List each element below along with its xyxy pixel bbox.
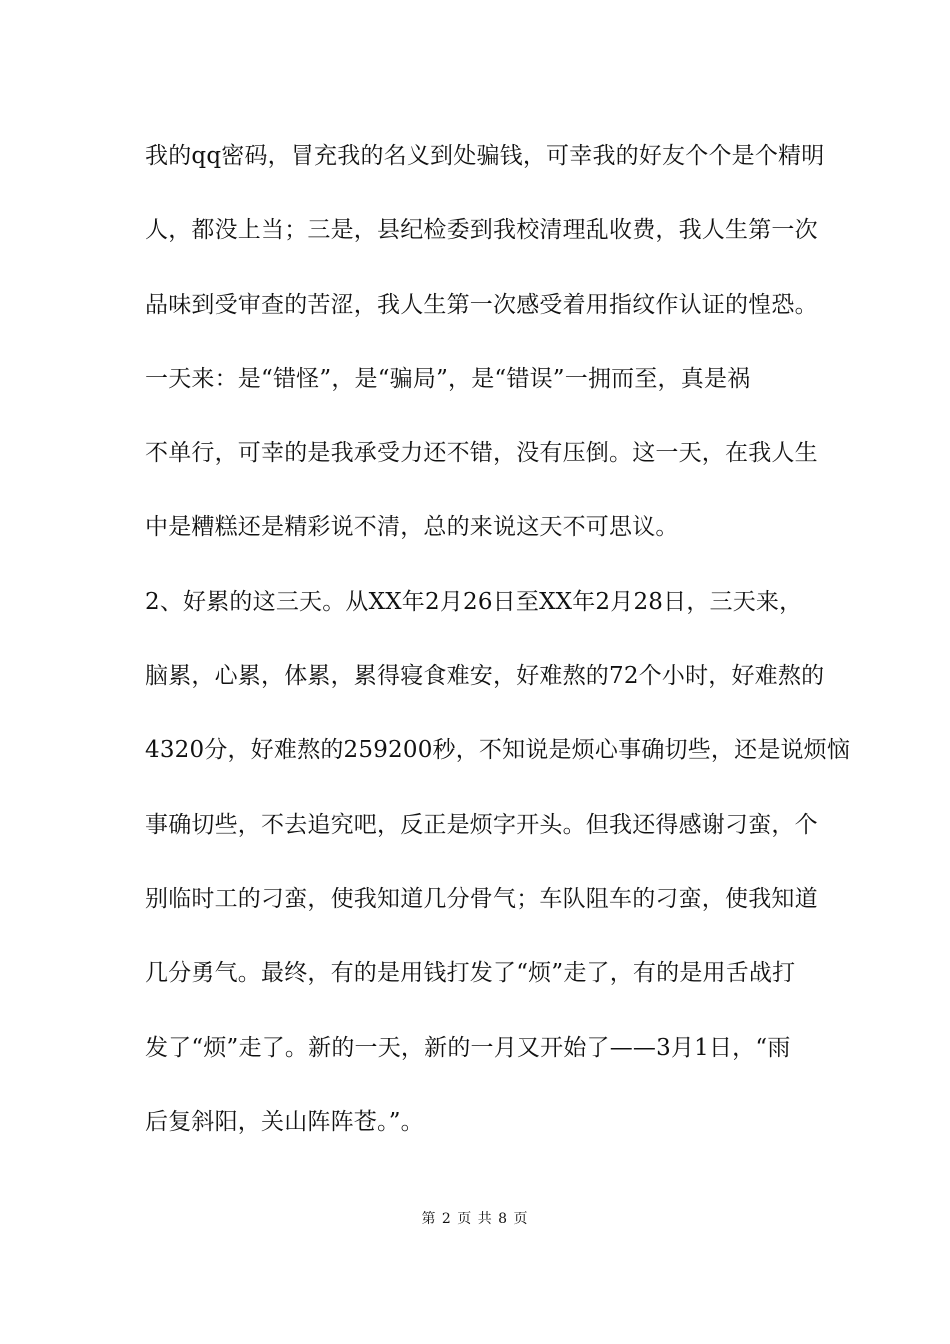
text-line: 不单行，可幸的是我承受力还不错，没有压倒。这一天，在我人生 xyxy=(145,440,818,467)
text-line: 一天来：是“错怪”，是“骗局”，是“错误”一拥而至，真是祸 xyxy=(145,365,751,392)
text-line: 几分勇气。最终，有的是用钱打发了“烦”走了，有的是用舌战打 xyxy=(145,960,796,987)
text-line: 别临时工的刁蛮，使我知道几分骨气；车队阻车的刁蛮，使我知道 xyxy=(145,885,818,912)
body-text xyxy=(145,134,851,1174)
text-line: 脑累，心累，体累，累得寝食难安，好难熬的72个小时，好难熬的 xyxy=(145,663,825,690)
text-line: 品味到受审查的苦涩，我人生第一次感受着用指纹作认证的惶恐。 xyxy=(145,291,818,318)
text-line: 我的qq密码，冒充我的名义到处骗钱，可幸我的好友个个是个精明 xyxy=(145,143,825,169)
page-number-label: 第 2 页 共 8 页 xyxy=(421,1211,529,1227)
text-line: 人，都没上当；三是，县纪检委到我校清理乱收费，我人生第一次 xyxy=(145,217,818,244)
page-number-footer xyxy=(0,1208,950,1228)
text-line: 4320分，好难熬的259200秒，不知说是烦心事确切些，还是说烦恼 xyxy=(145,737,851,764)
text-line: 中是糟糕还是精彩说不清，总的来说这天不可思议。 xyxy=(145,514,679,541)
text-line: 发了“烦”走了。新的一天，新的一月又开始了——3月1日，“雨 xyxy=(145,1034,791,1061)
text-line: 事确切些，不去追究吧，反正是烦字开头。但我还得感谢刁蛮，个 xyxy=(145,811,818,838)
text-line: 2、好累的这三天。从XX年2月26日至XX年2月28日，三天来， xyxy=(145,588,803,615)
text-line: 后复斜阳，关山阵阵苍。”。 xyxy=(145,1108,424,1135)
